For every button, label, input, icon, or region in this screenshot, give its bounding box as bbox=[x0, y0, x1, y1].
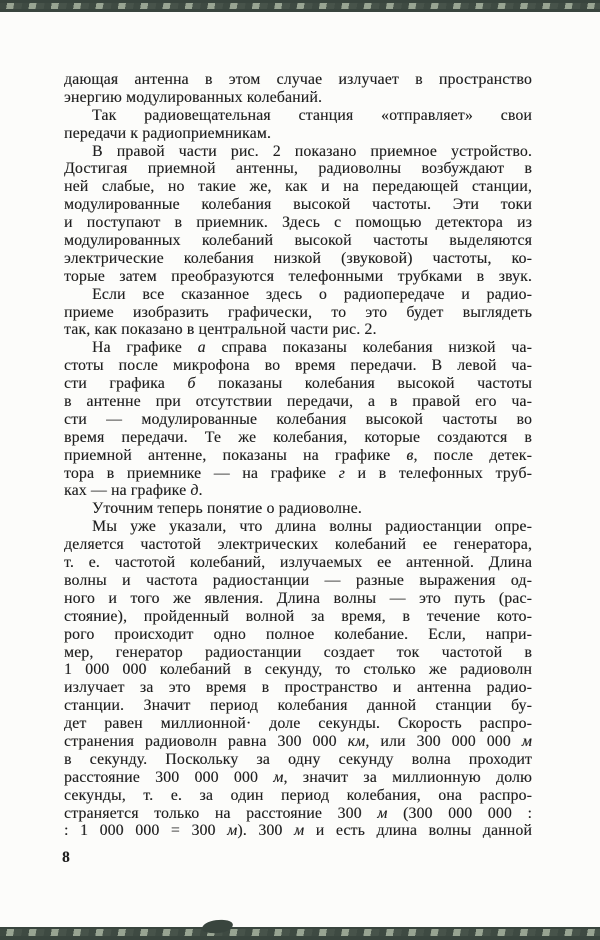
text-line: Уточним теперь понятие о радиоволне. bbox=[92, 500, 362, 518]
text-line: секунды, т. е. за один период колебания, она распро- bbox=[64, 786, 532, 804]
text-line: торые затем преобразуются телефонными трубками в звук. bbox=[64, 267, 532, 285]
text-line: страняется только на расстояние 300 м (300 000 000 : bbox=[64, 804, 532, 822]
text-line: излучает за это время в пространство и антенна радио- bbox=[64, 679, 532, 697]
text-line: приемной антенне, показаны на графике в, после детек- bbox=[64, 446, 532, 464]
scan-edge-bottom bbox=[0, 927, 600, 940]
text-line: в антенне при отсутствии передачи, а в правой его ча- bbox=[64, 393, 532, 411]
page-text bbox=[64, 71, 532, 840]
text-line: Достигая приемной антенны, радиоволны возбуждают в bbox=[64, 160, 532, 178]
text-line: На графике а справа показаны колебания низкой ча- bbox=[92, 339, 532, 357]
text-line: стояние), пройденный волной за время, в течение кото- bbox=[64, 607, 532, 625]
text-line: стоты после микрофона во время передачи. В левой ча- bbox=[64, 357, 532, 375]
text-line: мер, генератор радиостанции создает ток частотой в bbox=[64, 643, 532, 661]
page-number: 8 bbox=[62, 849, 70, 866]
text-line: станции. Значит период колебания данной станции бу- bbox=[64, 697, 532, 715]
text-line: передачи к радиоприемникам. bbox=[64, 124, 272, 142]
text-line: модулированных колебаний высокой частоты выделяются bbox=[64, 232, 532, 250]
text-line: Мы уже указали, что длина волны радиостанции опре- bbox=[92, 518, 532, 536]
text-line: время передачи. Те же колебания, которые создаются в bbox=[64, 428, 532, 446]
text-line: приеме изобразить графически, то это будет выглядеть bbox=[64, 303, 532, 321]
text-line: в секунду. Поскольку за одну секунду волна проходит bbox=[64, 750, 532, 768]
text-line: сти — модулированные колебания высокой частоты во bbox=[64, 410, 532, 428]
text-line: энергию модулированных колебаний. bbox=[64, 88, 323, 106]
text-line: волны и частота радиостанции — разные выражения од- bbox=[64, 571, 532, 589]
text-line: Если все сказанное здесь о радиопередаче и радио- bbox=[92, 285, 532, 303]
text-line: и поступают в приемник. Здесь с помощью детектора из bbox=[64, 214, 532, 232]
text-line: ней слабые, но такие же, как и на передающей станции, bbox=[64, 178, 532, 196]
text-line: ного и того же явления. Длина волны — это путь (рас- bbox=[64, 589, 532, 607]
text-line: ках — на графике д. bbox=[64, 482, 203, 500]
text-line: расстояние 300 000 000 м, значит за миллионную долю bbox=[64, 768, 532, 786]
text-line: дающая антенна в этом случае излучает в пространство bbox=[64, 71, 532, 88]
text-line: рого происходит одно полное колебание. Если, напри- bbox=[64, 625, 532, 643]
text-line: деляется частотой электрических колебаний ее генератора, bbox=[64, 536, 532, 554]
text-line: Так радиовещательная станция «отправляет» свои bbox=[92, 106, 532, 124]
text-line: В правой части рис. 2 показано приемное устройство. bbox=[92, 142, 532, 160]
text-line: так, как показано в центральной части рис. 2. bbox=[64, 321, 377, 339]
text-line: : 1 000 000 = 300 м). 300 м и есть длина волны данной bbox=[64, 822, 532, 840]
text-line: странения радиоволн равна 300 000 км, или 300 000 000 м bbox=[64, 732, 532, 750]
text-line: сти графика б показаны колебания высокой частоты bbox=[64, 375, 532, 393]
text-line: т. е. частотой колебаний, излучаемых ее антенной. Длина bbox=[64, 554, 532, 572]
text-line: дет равен миллионной· доле секунды. Скорость распро- bbox=[64, 715, 532, 733]
text-line: электрические колебания низкой (звуковой) частоты, ко- bbox=[64, 249, 532, 267]
text-line: тора в приемнике — на графике г и в телефонных труб- bbox=[64, 464, 532, 482]
text-line: 1 000 000 колебаний в секунду, то столько же радиоволн bbox=[64, 661, 532, 679]
scan-edge-top bbox=[0, 0, 600, 12]
text-line: модулированные колебания высокой частоты. Эти токи bbox=[64, 196, 532, 214]
